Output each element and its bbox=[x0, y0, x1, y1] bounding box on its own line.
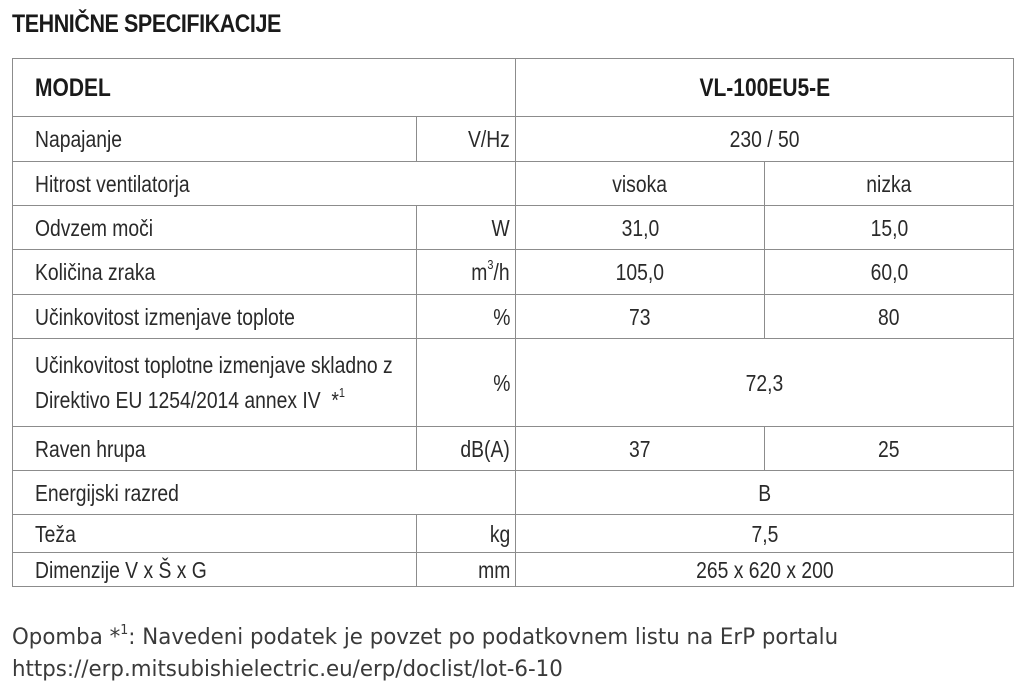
page-title: TEHNIČNE SPECIFIKACIJE bbox=[12, 10, 281, 38]
table-row bbox=[13, 206, 1014, 250]
row-label: Raven hrupa bbox=[13, 427, 417, 471]
row-unit: % bbox=[417, 339, 516, 427]
row-value-high: visoka bbox=[516, 162, 765, 206]
row-label: Učinkovitost izmenjave toplote bbox=[13, 295, 417, 339]
row-value-low: 60,0 bbox=[765, 250, 1014, 295]
row-label: Odvzem moči bbox=[13, 206, 417, 250]
row-label: Teža bbox=[13, 515, 417, 553]
model-value-cell: VL-100EU5-E bbox=[516, 59, 1014, 117]
row-value: 7,5 bbox=[516, 515, 1014, 553]
row-value-low: 15,0 bbox=[765, 206, 1014, 250]
footnote-mark: * bbox=[331, 386, 339, 413]
row-value-high: 73 bbox=[516, 295, 765, 339]
row-value-high: 105,0 bbox=[516, 250, 765, 295]
row-label: Hitrost ventilatorja bbox=[13, 162, 516, 206]
footnote bbox=[12, 622, 838, 686]
footnote-line-1: Opomba *$^1$: Navedeni podatek je povzet po podatkovnem listu na ErP portalu bbox=[12, 622, 839, 650]
row-unit: % bbox=[417, 295, 516, 339]
row-value: 72,3 bbox=[516, 339, 1014, 427]
row-value: 265 x 620 x 200 bbox=[516, 553, 1014, 587]
table-row bbox=[13, 515, 1014, 553]
row-value-high: 37 bbox=[516, 427, 765, 471]
table-row bbox=[13, 117, 1014, 162]
table-row bbox=[13, 553, 1014, 587]
row-value: 230 / 50 bbox=[516, 117, 1014, 162]
row-unit: V/Hz bbox=[417, 117, 516, 162]
row-unit: kg bbox=[417, 515, 516, 553]
row-label: Energijski razred bbox=[13, 471, 516, 515]
row-value-low: nizka bbox=[765, 162, 1014, 206]
row-unit: dB(A) bbox=[417, 427, 516, 471]
row-unit: $m^3/h$ bbox=[417, 250, 516, 295]
row-label: Količina zraka bbox=[13, 250, 417, 295]
row-unit: W bbox=[417, 206, 516, 250]
table-row bbox=[13, 162, 1014, 206]
row-value: B bbox=[516, 471, 1014, 515]
table-row bbox=[13, 295, 1014, 339]
table-row bbox=[13, 339, 1014, 427]
row-unit: mm bbox=[417, 553, 516, 587]
table-row bbox=[13, 250, 1014, 295]
footnote-link: https://erp.mitsubishielectric.eu/erp/doclist/lot-6-10 bbox=[12, 657, 563, 682]
row-label: Napajanje bbox=[13, 117, 417, 162]
row-value-high: 31,0 bbox=[516, 206, 765, 250]
model-label-cell: MODEL bbox=[13, 59, 516, 117]
row-value-low: 25 bbox=[765, 427, 1014, 471]
table-row bbox=[13, 427, 1014, 471]
table-row bbox=[13, 471, 1014, 515]
row-label: Učinkovitost toplotne izmenjave skladno z Direktivo EU 1254/2014 annex IV *$^1$ bbox=[13, 339, 417, 427]
spec-table bbox=[12, 58, 1014, 587]
table-row-model bbox=[13, 59, 1014, 117]
row-value-low: 80 bbox=[765, 295, 1014, 339]
row-label: Dimenzije V x Š x G bbox=[13, 553, 417, 587]
